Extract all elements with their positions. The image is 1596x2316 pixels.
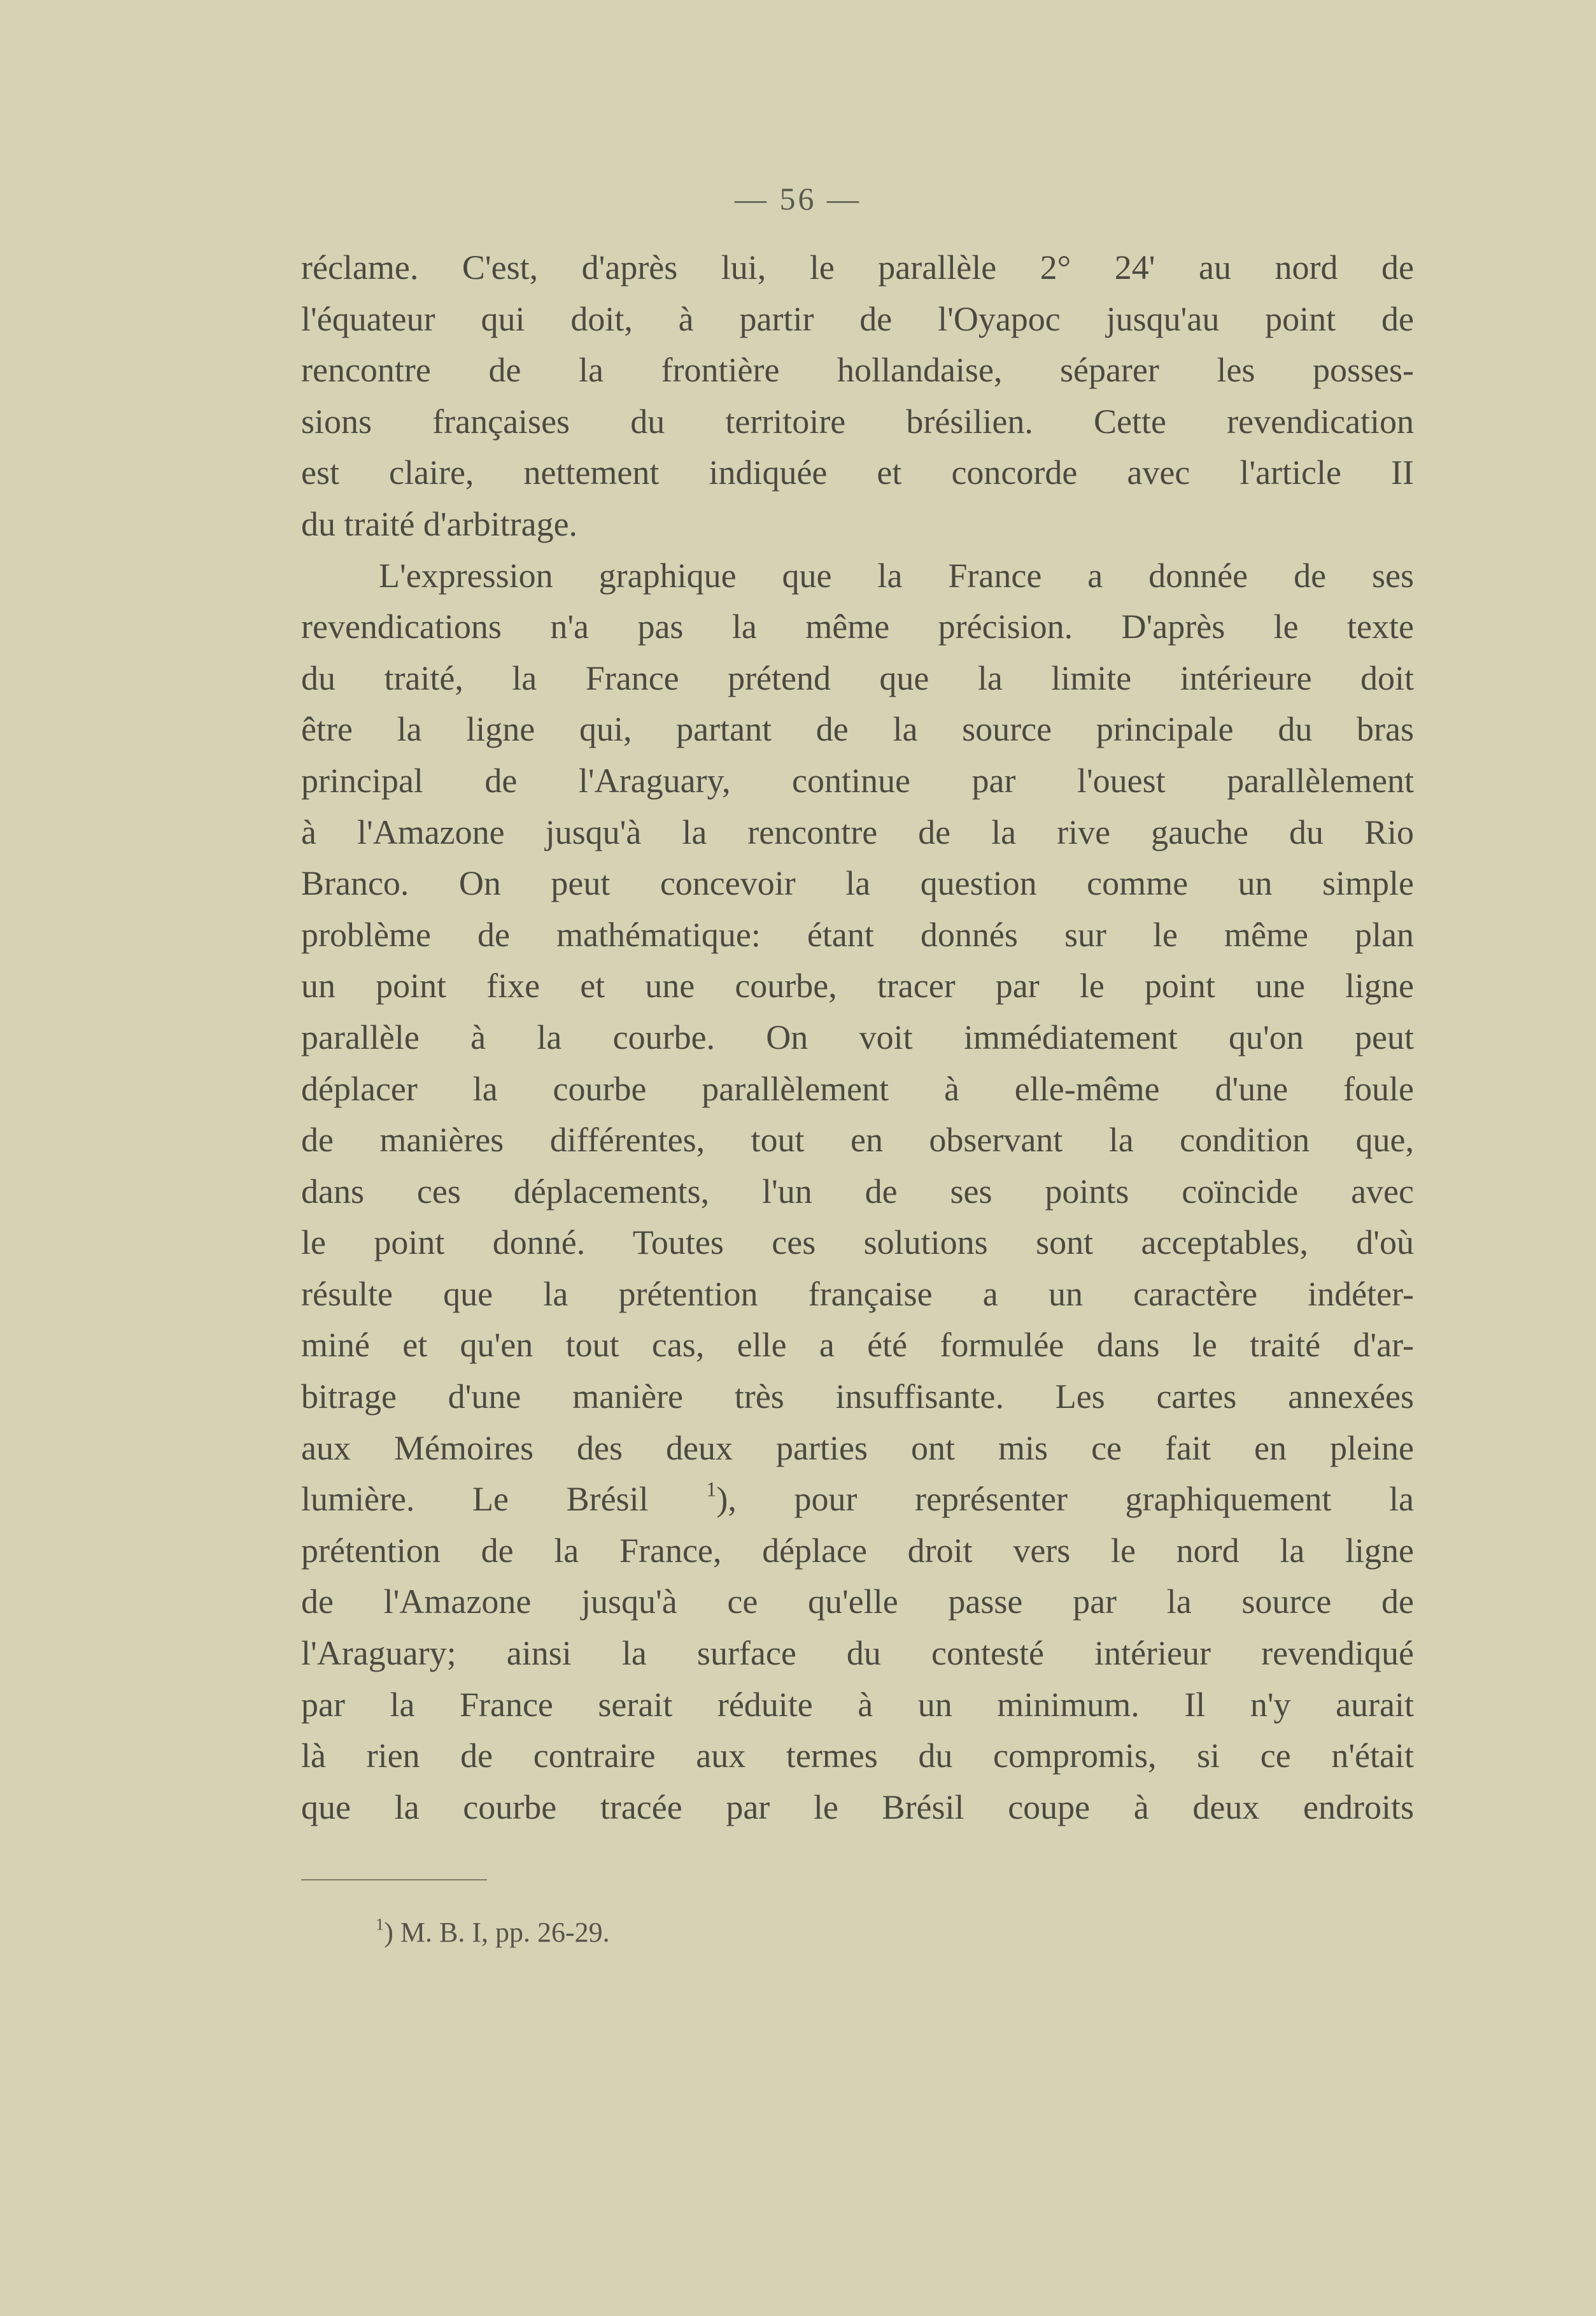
footnote-text: ) M. B. I, pp. 26-29.: [384, 1917, 610, 1948]
footnote-marker: 1: [376, 1914, 385, 1934]
text-line: problème de mathématique: étant donnés sur le même plan: [301, 915, 1414, 954]
text-line: dans ces déplacements, l'un de ses points coïncide avec: [301, 1172, 1414, 1211]
text-line: parallèle à la courbe. On voit immédiatement qu'on peut: [301, 1018, 1414, 1056]
text-line: prétention de la France, déplace droit vers le nord la ligne: [301, 1531, 1414, 1570]
text-line: le point donné. Toutes ces solutions sont acceptables, d'où: [301, 1223, 1414, 1262]
text-line: sions françaises du territoire brésilien. Cette revendication: [301, 402, 1414, 441]
text-line: de l'Amazone jusqu'à ce qu'elle passe par la source de: [301, 1582, 1414, 1621]
text-line: de manières différentes, tout en observant la condition que,: [301, 1121, 1414, 1160]
page-number: — 56 —: [735, 181, 861, 217]
text-line: Branco. On peut concevoir la question comme un simple: [301, 864, 1414, 903]
text-line: un point fixe et une courbe, tracer par le point une ligne: [301, 967, 1414, 1005]
text-line: l'équateur qui doit, à partir de l'Oyapoc jusqu'au point de: [301, 299, 1414, 338]
text-line: être la ligne qui, partant de la source principale du bras: [301, 710, 1414, 749]
text-line: réclame. C'est, d'après lui, le parallèle 2° 24' au nord de: [301, 248, 1414, 287]
line-text-before: lumière. Le Brésil: [301, 1480, 649, 1519]
text-line-with-footnote-ref: [301, 1474, 1414, 1525]
text-line: principal de l'Araguary, continue par l'ouest parallèlement: [301, 761, 1414, 800]
text-line: rencontre de la frontière hollandaise, séparer les posses-: [301, 351, 1414, 390]
text-line: déplacer la courbe parallèlement à elle-même d'une foule: [301, 1069, 1414, 1108]
text-line: l'Araguary; ainsi la surface du contesté intérieur revendiqué: [301, 1634, 1414, 1673]
text-line: L'expression graphique que la France a donnée de ses: [379, 556, 1414, 595]
text-line: que la courbe tracée par le Brésil coupe à deux endroits: [301, 1787, 1414, 1826]
footnote-reference: 1: [706, 1478, 717, 1502]
text-line: miné et qu'en tout cas, elle a été formulée dans le traité d'ar-: [301, 1326, 1414, 1365]
text-line: par la France serait réduite à un minimum. Il n'y aurait: [301, 1685, 1414, 1724]
text-line: à l'Amazone jusqu'à la rencontre de la rive gauche du Rio: [301, 813, 1414, 851]
line-text-after: ), pour représenter graphiquement la: [716, 1480, 1415, 1519]
text-line: du traité d'arbitrage.: [301, 504, 578, 543]
footnote: [376, 1914, 610, 1952]
text-line: du traité, la France prétend que la limite intérieure doit: [301, 658, 1414, 697]
text-line: là rien de contraire aux termes du compromis, si ce n'était: [301, 1737, 1414, 1775]
text-line: revendications n'a pas la même précision. D'après le texte: [301, 607, 1414, 646]
text-line: bitrage d'une manière très insuffisante. Les cartes annexées: [301, 1377, 1414, 1416]
footnote-divider: [301, 1879, 487, 1880]
body-text: [301, 242, 1414, 1833]
text-line: est claire, nettement indiquée et concorde avec l'article II: [301, 453, 1414, 492]
text-line: aux Mémoires des deux parties ont mis ce fait en pleine: [301, 1428, 1414, 1467]
text-line: résulte que la prétention française a un caractère indéter-: [301, 1274, 1414, 1313]
